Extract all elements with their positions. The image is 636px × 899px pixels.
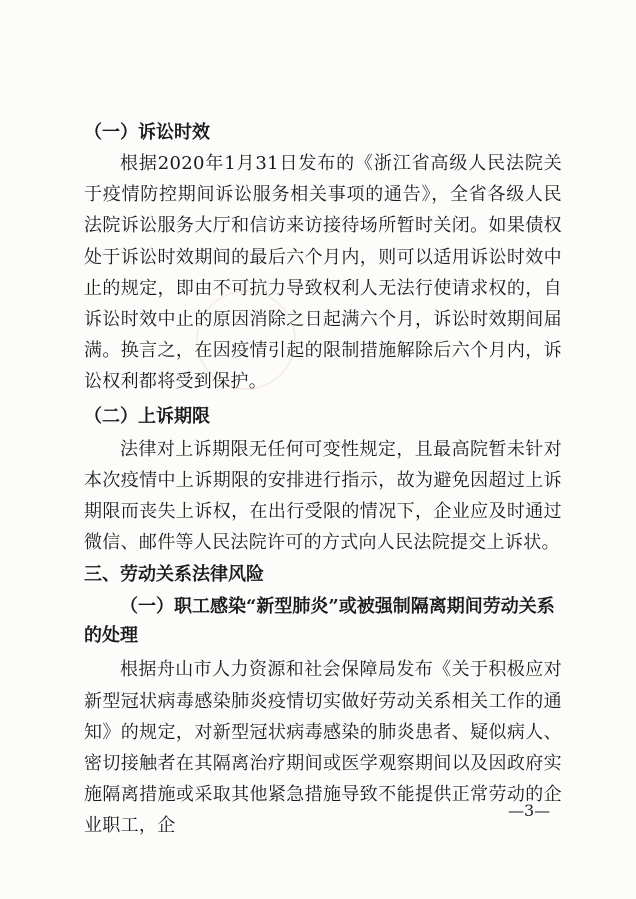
document-body <box>84 118 562 842</box>
paragraph-infected-employees: 根据舟山市人力资源和社会保障局发布《关于积极应对新型冠状病毒感染肺炎疫情切实做好劳动关系相关工作的通知》的规定，对新型冠状病毒感染的肺炎患者、疑似病人、密切接触者在其隔离治疗期间或医学观察期间以及因政府实施隔离措施或采取其他紧急措施导致不能提供正常劳动的企业职工，企 <box>84 659 562 837</box>
section-heading-appeal-period: （二）上诉期限 <box>84 405 210 427</box>
page-number: —3— <box>508 801 551 820</box>
paragraph-statute-of-limitations: 根据2020年1月31日发布的《浙江省高级人民法院关于疫情防控期间诉讼服务相关事项的通告》，全省各级人民法院诉讼服务大厅和信访来访接待场所暂时关闭。如果债权处于诉讼时效期间的最后六个月内，则可以适用诉讼时效中止的规定，即由不可抗力导致权利人无法行使请求权的，自诉讼时效中止的原因消除之日起满六个月，诉讼时效期间届满。换言之，在因疫情引起的限制措施解除后六个月内，诉讼权利都将受到保护。 <box>84 153 562 393</box>
paragraph-appeal-period: 法律对上诉期限无任何可变性规定，且最高院暂未针对本次疫情中上诉期限的安排进行指示，故为避免因超过上诉期限而丧失上诉权，在出行受限的情况下，企业应及时通过微信、邮件等人民法院许可的方式向人民法院提交上诉状。 <box>84 438 562 554</box>
section-heading-labor-relations-risk: 三、劳动关系法律风险 <box>84 564 264 586</box>
section-heading-infected-employees: （一）职工感染“新型肺炎”或被强制隔离期间劳动关系的处理 <box>84 596 555 647</box>
section-heading-statute-of-limitations: （一）诉讼时效 <box>84 122 210 143</box>
